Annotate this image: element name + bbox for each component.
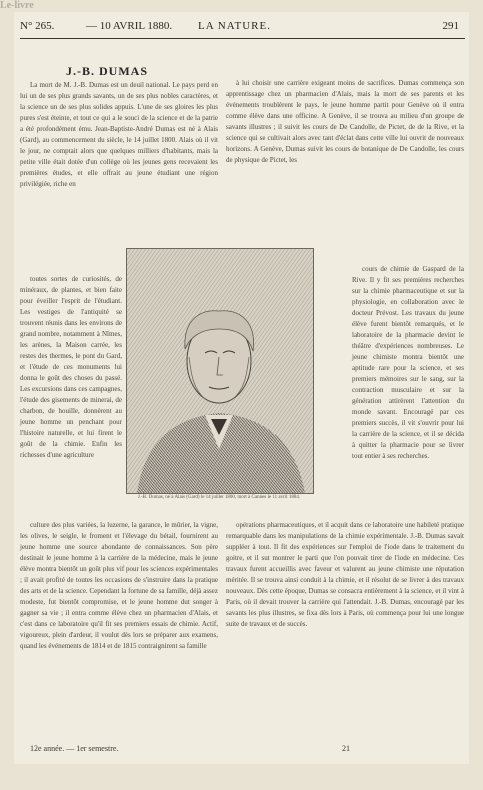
left-column-wrap — [20, 274, 122, 463]
journal-title: LA NATURE. — [198, 20, 271, 32]
article-title: J.-B. DUMAS — [66, 64, 148, 78]
right-column-bottom — [226, 520, 464, 632]
paragraph: à lui choisir une carrière exigeant moins de sacrifices. Dumas commença son apprentissage chez un pharmacien d'Alais, mais la mort de ses parents et les événements troublèrent le pays, le jeune homme partit pour Genève où il entra comme élève dans une officine. A Genève, il se trouva au milieu d'un groupe de savants illustres ; il suivit les cours de De Candolle, de Pictet, de de la Rive, et la science qui se cultivait alors avec tant d'éclat dans cette ville lui ouvrit de nouveaux horizons. A Genève, Dumas suivit les cours de botanique de De Candolle, les cours de physique de Pictet, les — [226, 79, 464, 164]
right-column-top — [226, 78, 464, 168]
watermark: Le-livre — [0, 0, 34, 11]
volume-year: 12e année. — 1er semestre. — [30, 744, 119, 753]
running-header — [14, 20, 469, 36]
paragraph: toutes sortes de curiosités, de minéraux, de plantes, et bien faite pour éveiller l'esprit de l'étudiant. Les vestiges de l'antiquité se trouvent réunis dans les environs de grand nombre, notamment à Nîmes, les arènes, la Maison carrée, les restes des thermes, le pont du Gard, et l'étude de ces monuments lui donna le goût des choses du passé. Les excursions dans ces campagnes, l'étude des gisements de minerai, de charbon, de houille, donnèrent au jeune homme un penchant pour l'histoire naturelle, et lui firent le goût de la chimie. Enfin les richesses d'une agriculture — [20, 275, 122, 459]
page-number: 291 — [442, 20, 459, 32]
header-rule — [20, 38, 465, 39]
portrait-caption: J.-B. Dumas, né à Alais (Gard) le 14 juillet 1800, mort à Cannes le 11 avril 1884. — [137, 495, 301, 500]
paragraph: cours de chimie de Gaspard de la Rive. Il y fit ses premières recherches sur la chimie pharmaceutique et sur la physiologie, en collaboration avec le docteur Prévost. Les travaux du jeune élève furent bientôt remarqués, et le laboratoire de la pharmacie devint le théâtre d'expériences nombreuses. Le jeune chimiste montra bientôt une aptitude rare pour la science, et ses premiers mémoires sur le sang, sur la contraction musculaire et sur la génération attirèrent l'attention du monde savant. Encouragé par ces premiers succès, il vit s'ouvrir pour lui la carrière de la science, et il se décida à quitter la pharmacie pour se livrer tout entier à ses recherches. — [352, 265, 464, 460]
portrait-engraving — [126, 248, 314, 494]
paragraph: culture des plus variées, la luzerne, la garance, le mûrier, la vigne, les olives, le seigle, le froment et l'élevage du bétail, fournirent au jeune homme une source abondante de connaissances. Son père destinait le jeune homme à la carrière de la médecine, mais le jeune élève montra bientôt un goût plus vif pour les sciences expérimentales ; il avait profité de toutes les occasions de s'instruire dans la pratique des arts et de la science. Cependant la fortune de sa famille, déjà assez modeste, fut bientôt compromise, et le jeune homme dut songer à gagner sa vie ; il entra comme élève chez un pharmacien d'Alais, et c'est dans ce laboratoire qu'il fit ses premiers essais de chimie. Actif, vigoureux, plein d'ardeur, il voulut dès lors se préparer aux examens, quand les événements de 1814 et de 1815 contraignirent sa famille — [20, 521, 218, 650]
paragraph: opérations pharmaceutiques, et il acquit dans ce laboratoire une habileté pratique remarquable dans les manipulations de la chimie expérimentale. J.-B. Dumas savait suppléer à tout. Il fit des expériences sur l'emploi de l'iode dans le traitement du goitre, et il sut montrer le parti que l'on pouvait tirer de l'iode en médecine. Ces travaux furent accueillis avec faveur et valurent au jeune chimiste une réputation méritée. Il se trouva ainsi conduit à la chimie, et il résolut de se livrer à des travaux nouveaux. Dès cette époque, Dumas se consacra entièrement à la science, et il vint à Paris, où il devait trouver la carrière qui l'attendait. J.-B. Dumas, encouragé par les savants les plus illustres, se fixa dès lors à Paris, où commença pour lui une longue suite de travaux et de succès. — [226, 521, 464, 628]
left-column-top — [20, 80, 218, 192]
issue-date: — 10 AVRIL 1880. — [86, 20, 173, 32]
issue-number: N° 265. — [20, 20, 55, 32]
portrait-illustration — [127, 249, 313, 493]
paragraph: La mort de M. J.-B. Dumas est un deuil national. Le pays perd en lui un de ses plus grands savants, un de ses plus nobles caractères, et la science un de ses plus solides appuis. L'une de ses gloires les plus pures s'est éteinte, et tout ce qui a le souci de la science et de la patrie a été profondément ému. Jean-Baptiste-André Dumas est né à Alais (Gard), au commencement du siècle, le 14 juillet 1800. Alais où il vit le jour, ne comptait alors que quelques milliers d'habitants, mais la petite ville était dotée d'un collège où les jeunes gens recevaient les premières études, et elle offrait au jeune étudiant une région privilégiée, riche en — [20, 81, 218, 188]
sheet-number: 21 — [342, 744, 350, 753]
right-column-wrap — [352, 264, 464, 464]
left-column-bottom — [20, 520, 218, 654]
